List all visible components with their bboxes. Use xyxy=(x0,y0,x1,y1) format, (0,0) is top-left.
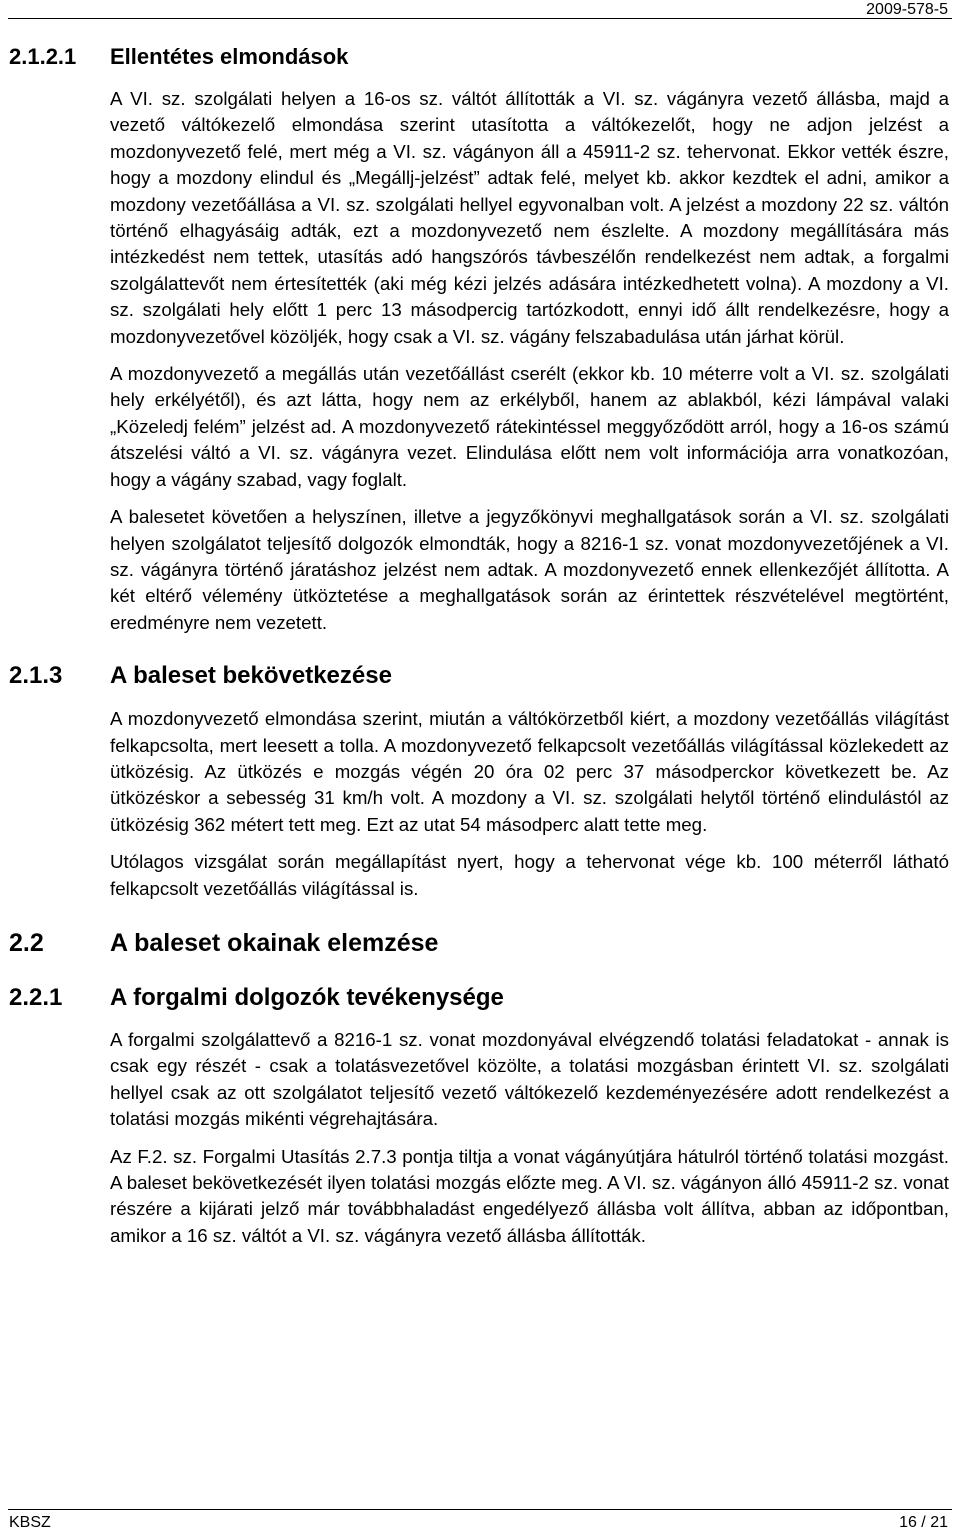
section-title: Ellentétes elmondások xyxy=(110,44,349,69)
paragraph: A forgalmi szolgálattevő a 8216-1 sz. vonat mozdonyával elvégzendő tolatási feladatokat - annak is csak egy részét - csak a tolatásvezetővel közölte, a tolatási mozgásban érintett VI. sz. szolgálati hellyel csak az ott szolgálatot teljesítő vezető váltókezelő kezdeményezésére adott rendelkezést a tolatási mozgás mikénti végrehajtására. xyxy=(110,1028,949,1130)
paragraph: A mozdonyvezető a megállás után vezetőállást cserélt (ekkor kb. 10 méterre volt a VI. sz. szolgálati hely erkélyétől), és azt látta, hogy nem az erkélyből, hanem az ablakból, kézi lámpával valaki „Közeledj felém” jelzést ad. A mozdonyvezető rátekintéssel meggyőződött arról, hogy a 16-os számú átszelési váltó a VI. sz. vágányra vezet. Elindulása előtt nem volt információja arra vonatkozóan, hogy a vágány szabad, vagy foglalt. xyxy=(110,363,949,490)
paragraph: A mozdonyvezető elmondása szerint, miután a váltókörzetből kiért, a mozdony vezetőállás világítást felkapcsolta, mert leesett a tolla. A mozdonyvezető felkapcsolt vezetőállás világítással közlekedett az ütközésig. Az ütközés e mozgás végén 20 óra 02 perc 37 másodperckor következett be. Az ütközéskor a sebesség 31 km/h volt. A mozdony a VI. sz. szolgálati helytől történő elindulástól az ütközésig 362 métert tett meg. Ezt az utat 54 másodperc alatt tette meg. xyxy=(110,708,949,835)
document-body xyxy=(9,40,949,1249)
footer-organization: KBSZ xyxy=(9,1514,51,1531)
section-number: 2.2 xyxy=(9,928,44,957)
paragraph: A VI. sz. szolgálati helyen a 16-os sz. váltót állították a VI. sz. vágányra vezető állásba, majd a vezető váltókezelő elmondása szerint utasította a váltókezelőt, hogy ne adjon jelzést a mozdonyvezető felé, mert még a VI. sz. vágányon áll a 45911-2 sz. tehervonat. Ekkor vették észre, hogy a mozdony elindul és „Megállj-jelzést” adtak felé, melyet kb. akkor kezdtek el adni, amikor a mozdony vezetőállása a VI. sz. szolgálati hellyel egyvonalban volt. A jelzést a mozdony 22 sz. váltón történő elhagyásáig adták, ezt a mozdonyvezető nem észlelte. A mozdony megállítására más intézkedést nem tettek, utasítás adó hangszórós távbeszélőn rendelkezést nem adtak, a forgalmi szolgálattevőt nem értesítették (aki még kézi jelzés adására intézkedhetett volna). A mozdony a VI. sz. szolgálati hely előtt 1 perc 13 másodpercig tartózkodott, ennyi idő állt rendelkezésre, hogy a mozdonyvezetővel közöljék, hogy csak a VI. sz. vágány felszabadulása után járhat körül. xyxy=(110,88,949,347)
paragraph: Utólagos vizsgálat során megállapítást nyert, hogy a tehervonat vége kb. 100 méterről látható felkapcsolt vezetőállás világítással is. xyxy=(110,851,949,899)
section-number: 2.2.1 xyxy=(9,983,63,1011)
section-title: A forgalmi dolgozók tevékenysége xyxy=(110,983,504,1011)
header-rule xyxy=(8,18,952,19)
section-heading-2-2-1 xyxy=(9,982,949,1014)
section-title: A baleset okainak elemzése xyxy=(110,928,439,957)
section-heading-2-2 xyxy=(9,926,949,960)
paragraph: A balesetet követően a helyszínen, illetve a jegyzőkönyvi meghallgatások során a VI. sz. szolgálati helyen szolgálatot teljesítő dolgozók elmondták, hogy a 8216-1 sz. vonat mozdonyvezetőjének a VI. sz. vágányra történő járatáshoz jelzést nem adtak. A mozdonyvezető ennek ellenkezőjét állította. A két eltérő vélemény ütköztetése a meghallgatások során az érintettek részvételével megtörtént, eredményre nem vezetett. xyxy=(110,506,949,633)
footer-rule xyxy=(8,1509,952,1510)
section-heading-2-1-2-1 xyxy=(9,42,949,72)
page-number: 16 / 21 xyxy=(899,1514,948,1531)
section-number: 2.1.3 xyxy=(9,662,63,690)
section-heading-2-1-3 xyxy=(9,660,949,692)
section-number: 2.1.2.1 xyxy=(9,44,77,69)
document-id: 2009-578-5 xyxy=(866,1,948,18)
paragraph: Az F.2. sz. Forgalmi Utasítás 2.7.3 pontja tiltja a vonat vágányútjára hátulról történő tolatási mozgást. A baleset bekövetkezését ilyen tolatási mozgás előzte meg. A VI. sz. vágányon álló 45911-2 sz. vonat részére a kijárati jelző már továbbhaladást engedélyező állásba volt állítva, abban az időpontban, amikor a 16 sz. váltót a VI. sz. vágányra vezető állásba állították. xyxy=(110,1145,949,1246)
section-title: A baleset bekövetkezése xyxy=(110,662,392,690)
